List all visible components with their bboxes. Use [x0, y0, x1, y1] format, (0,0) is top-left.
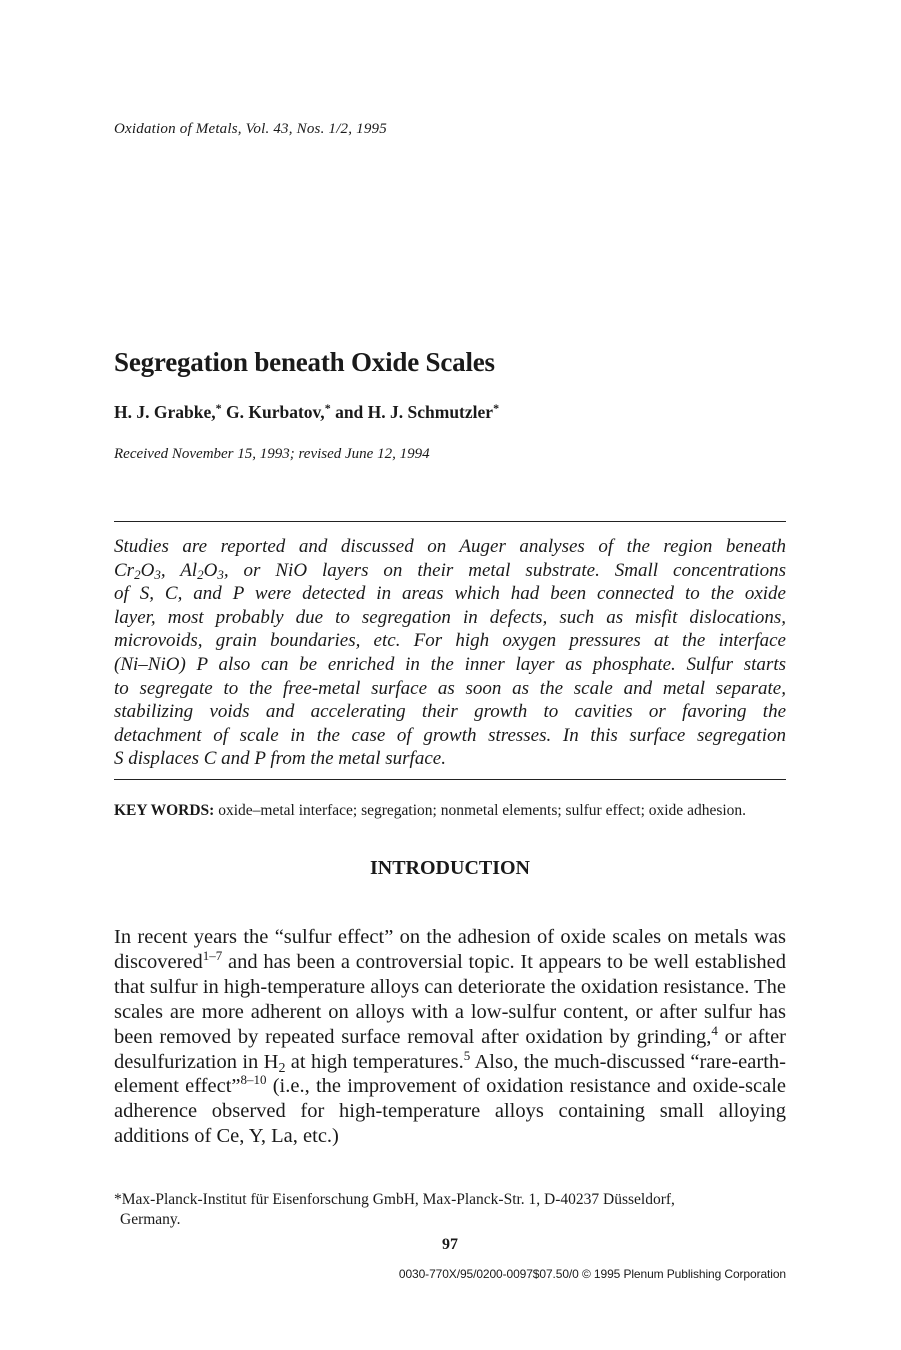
abstract-line: stabilizing voids and accelerating their growth to cavities or favoring the — [114, 701, 786, 723]
subscript: 2 — [278, 1060, 286, 1076]
abstract-line: S displaces C and P from the metal surface. — [114, 748, 446, 770]
introduction-paragraph — [114, 925, 786, 1149]
footnote-line: Germany. — [120, 1211, 181, 1228]
received-dates: Received November 15, 1993; revised June 12, 1994 — [114, 446, 430, 462]
abstract-line: (Ni–NiO) P also can be enriched in the inner layer as phosphate. Sulfur starts — [114, 653, 786, 675]
author-list — [114, 402, 794, 423]
abstract-line: layer, most probably due to segregation in defects, such as misfit dislocations, — [114, 606, 786, 628]
affiliation-mark: * — [493, 401, 500, 415]
abstract-bottom-rule — [114, 779, 786, 780]
citation-superscript: 1–7 — [202, 947, 223, 963]
abstract-line: $Cr_2O_3$, $Al_2O_3$, or NiO layers on their metal substrate. Small concentrations — [114, 559, 786, 582]
author-name: H. J. Grabke, — [114, 402, 216, 422]
page-number: 97 — [442, 1236, 458, 1253]
abstract-line: of S, C, and P were detected in areas which had been connected to the oxide — [114, 583, 786, 605]
abstract-line: microvoids, grain boundaries, etc. For high oxygen pressures at the interface — [114, 630, 786, 652]
affiliation-footnote — [114, 1190, 786, 1230]
abstract-line: detachment of scale in the case of growth stresses. In this surface segregation — [114, 724, 786, 746]
keywords-text: oxide–metal interface; segregation; nonmetal elements; sulfur effect; oxide adhesion. — [214, 802, 747, 819]
author-name: G. Kurbatov, — [221, 402, 325, 422]
footnote-line: *Max-Planck-Institut für Eisenforschung GmbH, Max-Planck-Str. 1, D-40237 Düsseldorf, — [114, 1191, 675, 1208]
citation-superscript: 4 — [711, 1022, 718, 1038]
abstract-line: Studies are reported and discussed on Auger analyses of the region beneath — [114, 536, 786, 557]
copyright-line: 0030-770X/95/0200-0097$07.50/0 © 1995 Plenum Publishing Corporation — [398, 1267, 786, 1281]
paragraph-text: Also, the much-discussed “rare-earth-element effect” — [114, 1050, 786, 1098]
abstract — [114, 535, 786, 771]
journal-citation: Oxidation of Metals, Vol. 43, Nos. 1/2, 1995 — [114, 121, 387, 137]
citation-superscript: 5 — [463, 1047, 471, 1063]
abstract-top-rule — [114, 521, 786, 522]
affiliation-mark: * — [324, 401, 331, 415]
paragraph-text: (i.e., the improvement of oxidation resistance and oxide-scale adherence observed for high-temperature alloys containing small alloying additions of Ce, Y, La, etc.) — [114, 1075, 786, 1148]
paragraph-text: or after desulfurization in H — [114, 1025, 786, 1073]
keywords-label: KEY WORDS: — [114, 802, 215, 819]
author-name: and H. J. Schmutzler — [330, 402, 494, 422]
paragraph-text: and has been a controversial topic. It appears to be well established that sulfur in high-temperature alloys can deteriorate the oxidation resistance. The scales are more adherent on alloys with a low-sulfur content, or after sulfur has been removed by repeated surface removal after oxidation by grinding, — [114, 950, 786, 1048]
affiliation-mark: * — [215, 401, 222, 415]
section-heading-introduction: INTRODUCTION — [369, 857, 531, 879]
keywords — [114, 801, 786, 821]
citation-superscript: 8–10 — [240, 1072, 267, 1088]
article-title: Segregation beneath Oxide Scales — [114, 347, 495, 377]
abstract-line: to segregate to the free-metal surface as soon as the scale and metal separate, — [114, 677, 786, 699]
paragraph-text: at high temperatures. — [285, 1050, 464, 1073]
paragraph-text: In recent years the “sulfur effect” on the adhesion of oxide scales on metals was discovered — [114, 926, 786, 973]
